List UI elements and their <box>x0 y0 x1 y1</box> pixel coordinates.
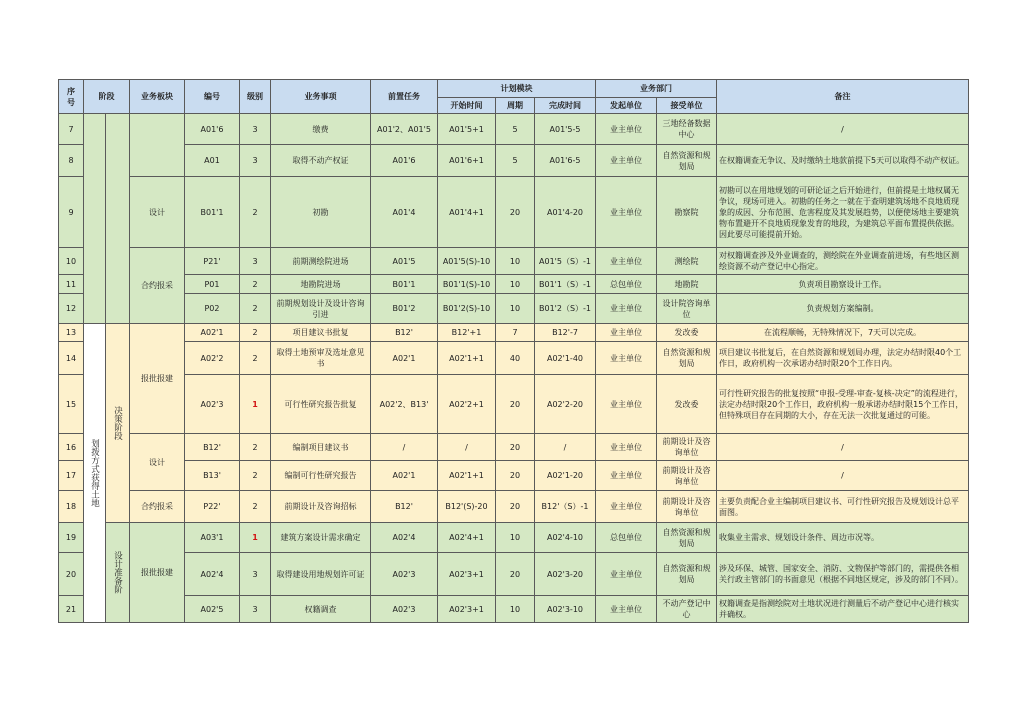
row-level: 3 <box>240 114 271 145</box>
row-note: 在权籍调查无争议、及时缴纳土地款前提下5天可以取得不动产权证。 <box>717 145 969 177</box>
table-row <box>59 294 969 324</box>
row-receive: 地勘院 <box>657 275 717 294</box>
table-row <box>59 596 969 623</box>
row-period: 10 <box>496 248 535 275</box>
row-origin: 业主单位 <box>596 434 657 461</box>
row-item: 编制可行性研究报告 <box>271 461 371 491</box>
row-start: A01'5(S)-10 <box>438 248 496 275</box>
row-receive: 发改委 <box>657 375 717 434</box>
row-period: 5 <box>496 114 535 145</box>
phase-main: 划拨方式获得土地 <box>84 324 106 623</box>
row-period: 20 <box>496 434 535 461</box>
row-seq: 9 <box>59 177 84 248</box>
row-note: 收集业主需求、规划设计条件、周边市况等。 <box>717 523 969 553</box>
header-level: 级别 <box>240 80 271 114</box>
row-period: 10 <box>496 294 535 324</box>
row-receive: 不动产登记中心 <box>657 596 717 623</box>
row-code: A02'3 <box>185 375 240 434</box>
row-end: A02'1-40 <box>535 342 596 375</box>
row-level: 3 <box>240 145 271 177</box>
sector-design: 设计 <box>130 177 185 248</box>
row-start: B01'1(S)-10 <box>438 275 496 294</box>
row-item: 前期测绘院进场 <box>271 248 371 275</box>
table-row <box>59 375 969 434</box>
row-start: A02'2+1 <box>438 375 496 434</box>
row-origin: 业主单位 <box>596 461 657 491</box>
row-origin: 业主单位 <box>596 324 657 342</box>
row-note: / <box>717 114 969 145</box>
row-note: / <box>717 434 969 461</box>
row-code: A02'1 <box>185 324 240 342</box>
row-item: 取得不动产权证 <box>271 145 371 177</box>
row-receive: 三地经备数据中心 <box>657 114 717 145</box>
row-item: 取得土地预审及选址意见书 <box>271 342 371 375</box>
phase-prep: 设计准备阶 <box>106 523 130 623</box>
header-seq: 序 号 <box>59 80 84 114</box>
row-code: A01 <box>185 145 240 177</box>
row-pre: A01'2、A01'5 <box>371 114 438 145</box>
row-pre: B01'2 <box>371 294 438 324</box>
row-period: 20 <box>496 461 535 491</box>
row-seq: 11 <box>59 275 84 294</box>
row-receive: 测绘院 <box>657 248 717 275</box>
row-code: A02'5 <box>185 596 240 623</box>
row-level: 1 <box>240 375 271 434</box>
row-level: 2 <box>240 177 271 248</box>
header-sector: 业务板块 <box>130 80 185 114</box>
header-origin: 发起单位 <box>596 98 657 114</box>
row-start: A02'3+1 <box>438 596 496 623</box>
row-receive: 设计院咨询单位 <box>657 294 717 324</box>
row-period: 20 <box>496 553 535 596</box>
row-level: 2 <box>240 461 271 491</box>
row-period: 20 <box>496 375 535 434</box>
row-code: P22' <box>185 491 240 523</box>
row-receive: 勘察院 <box>657 177 717 248</box>
row-origin: 业主单位 <box>596 596 657 623</box>
row-note: 负责项目勘察设计工作。 <box>717 275 969 294</box>
row-end: B12'-7 <box>535 324 596 342</box>
row-level: 2 <box>240 434 271 461</box>
row-level: 2 <box>240 294 271 324</box>
row-code: B13' <box>185 461 240 491</box>
row-origin: 业主单位 <box>596 491 657 523</box>
row-pre: A02'3 <box>371 596 438 623</box>
row-seq: 8 <box>59 145 84 177</box>
table-row <box>59 248 969 275</box>
row-pre: A01'5 <box>371 248 438 275</box>
row-item: 项目建议书批复 <box>271 324 371 342</box>
table-row <box>59 275 969 294</box>
row-level: 3 <box>240 596 271 623</box>
row-seq: 15 <box>59 375 84 434</box>
row-note: 负责规划方案编制。 <box>717 294 969 324</box>
row-item: 建筑方案设计需求确定 <box>271 523 371 553</box>
row-item: 权籍调查 <box>271 596 371 623</box>
row-origin: 业主单位 <box>596 145 657 177</box>
row-start: A01'4+1 <box>438 177 496 248</box>
table-row <box>59 553 969 596</box>
row-level: 2 <box>240 275 271 294</box>
row-code: B01'1 <box>185 177 240 248</box>
table-row <box>59 491 969 523</box>
header-note: 备注 <box>717 80 969 114</box>
row-note: / <box>717 461 969 491</box>
row-period: 10 <box>496 275 535 294</box>
row-pre: A01'6 <box>371 145 438 177</box>
row-receive: 前期设计及咨询单位 <box>657 434 717 461</box>
header-pre: 前置任务 <box>371 80 438 114</box>
row-code: B12' <box>185 434 240 461</box>
row-level: 3 <box>240 248 271 275</box>
row-item: 缴费 <box>271 114 371 145</box>
row-start: A01'5+1 <box>438 114 496 145</box>
header-dept: 业务部门 <box>596 80 717 98</box>
sector-report-2: 报批报建 <box>130 523 185 623</box>
row-origin: 业主单位 <box>596 342 657 375</box>
row-origin: 总包单位 <box>596 275 657 294</box>
row-pre: A01'4 <box>371 177 438 248</box>
row-level: 2 <box>240 342 271 375</box>
row-end: / <box>535 434 596 461</box>
phase-main-cell <box>84 114 106 324</box>
row-seq: 21 <box>59 596 84 623</box>
table-row <box>59 114 969 145</box>
row-seq: 13 <box>59 324 84 342</box>
row-code: P21' <box>185 248 240 275</box>
phase-sub-cell <box>106 114 130 324</box>
row-end: A01'4-20 <box>535 177 596 248</box>
row-seq: 17 <box>59 461 84 491</box>
row-item: 前期设计及咨询招标 <box>271 491 371 523</box>
table-row <box>59 145 969 177</box>
row-end: A01'5（S）-1 <box>535 248 596 275</box>
row-end: B01'1（S）-1 <box>535 275 596 294</box>
row-receive: 自然资源和规划局 <box>657 553 717 596</box>
header-end: 完成时间 <box>535 98 596 114</box>
row-seq: 12 <box>59 294 84 324</box>
row-start: / <box>438 434 496 461</box>
row-end: A02'2-20 <box>535 375 596 434</box>
row-start: A01'6+1 <box>438 145 496 177</box>
row-origin: 总包单位 <box>596 523 657 553</box>
row-period: 5 <box>496 145 535 177</box>
row-level: 2 <box>240 491 271 523</box>
row-code: A03'1 <box>185 523 240 553</box>
row-pre: A02'1 <box>371 461 438 491</box>
row-item: 可行性研究报告批复 <box>271 375 371 434</box>
row-origin: 业主单位 <box>596 294 657 324</box>
row-start: B12'(S)-20 <box>438 491 496 523</box>
row-seq: 20 <box>59 553 84 596</box>
row-note: 权籍调查是指测绘院对土地状况进行测量后不动产登记中心进行核实并确权。 <box>717 596 969 623</box>
row-pre: A02'3 <box>371 553 438 596</box>
row-pre: A02'4 <box>371 523 438 553</box>
table-row <box>59 461 969 491</box>
row-pre: B12' <box>371 324 438 342</box>
row-start: B12'+1 <box>438 324 496 342</box>
row-receive: 自然资源和规划局 <box>657 342 717 375</box>
row-pre: A02'1 <box>371 342 438 375</box>
row-seq: 16 <box>59 434 84 461</box>
row-period: 20 <box>496 177 535 248</box>
row-note: 主要负责配合业主编制项目建议书、可行性研究报告及规划设计总平面图。 <box>717 491 969 523</box>
row-seq: 10 <box>59 248 84 275</box>
row-code: A02'2 <box>185 342 240 375</box>
header-plan: 计划模块 <box>438 80 596 98</box>
row-code: A02'4 <box>185 553 240 596</box>
row-origin: 业主单位 <box>596 177 657 248</box>
row-note: 初勘可以在用地规划的可研论证之后开始进行，但前提是土地权属无争议，现场可进入。初勘的任务之一就在于查明建筑场地不良地质现象的成因、分布范围、危害程度及其发展趋势，以便使场地主要建筑物布置避开不良地质现象发育的地段，为建筑总平面布置提供依据。因此要尽可能提前开始。 <box>717 177 969 248</box>
row-start: A02'3+1 <box>438 553 496 596</box>
row-start: A02'1+1 <box>438 342 496 375</box>
row-end: B12'（S）-1 <box>535 491 596 523</box>
row-item: 编制项目建议书 <box>271 434 371 461</box>
table-row <box>59 177 969 248</box>
sector-contract: 合约报采 <box>130 248 185 324</box>
row-start: A02'1+1 <box>438 461 496 491</box>
phase-decision: 决策阶段 <box>106 324 130 523</box>
row-pre: B01'1 <box>371 275 438 294</box>
row-origin: 业主单位 <box>596 248 657 275</box>
row-period: 40 <box>496 342 535 375</box>
row-item: 地勘院进场 <box>271 275 371 294</box>
row-period: 10 <box>496 596 535 623</box>
project-schedule-table <box>58 79 969 623</box>
row-receive: 自然资源和规划局 <box>657 145 717 177</box>
row-note: 涉及环保、城管、国家安全、消防、文物保护等部门的，需提供各相关行政主管部门的书面意见（根据不同地区规定，涉及的部门不同）。 <box>717 553 969 596</box>
row-note: 项目建议书批复后，在自然资源和规划局办理，法定办结时限40个工作日，政府机构一次承诺办结时限20个工作日内。 <box>717 342 969 375</box>
row-seq: 18 <box>59 491 84 523</box>
row-item: 取得建设用地规划许可证 <box>271 553 371 596</box>
header-start: 开始时间 <box>438 98 496 114</box>
header-receive: 接受单位 <box>657 98 717 114</box>
row-note: 可行性研究报告的批复按照“申报-受理-审查-复核-决定”的流程进行，法定办结时限20个工作日，政府机构一般承诺办结时限15个工作日，但特殊项目存在同期的大小，存在无法一次批复通过的可能。 <box>717 375 969 434</box>
row-note: 对权籍调查涉及外业调查的，测绘院在外业调查前进场，有些地区测绘资源不动产登记中心指定。 <box>717 248 969 275</box>
row-pre: A02'2、B13' <box>371 375 438 434</box>
row-level: 1 <box>240 523 271 553</box>
row-receive: 发改委 <box>657 324 717 342</box>
row-code: P01 <box>185 275 240 294</box>
row-origin: 业主单位 <box>596 553 657 596</box>
row-end: A01'6-5 <box>535 145 596 177</box>
sector-contract-2: 合约报采 <box>130 491 185 523</box>
row-period: 7 <box>496 324 535 342</box>
row-level: 2 <box>240 324 271 342</box>
table-row <box>59 434 969 461</box>
row-start: A02'4+1 <box>438 523 496 553</box>
row-receive: 自然资源和规划局 <box>657 523 717 553</box>
row-end: A02'3-10 <box>535 596 596 623</box>
row-seq: 14 <box>59 342 84 375</box>
row-start: B01'2(S)-10 <box>438 294 496 324</box>
row-origin: 业主单位 <box>596 114 657 145</box>
row-seq: 19 <box>59 523 84 553</box>
row-period: 10 <box>496 523 535 553</box>
table-row <box>59 342 969 375</box>
sector-cell <box>130 114 185 177</box>
sector-report: 报批报建 <box>130 324 185 434</box>
table-row <box>59 324 969 342</box>
row-pre: / <box>371 434 438 461</box>
row-code: P02 <box>185 294 240 324</box>
row-item: 初勘 <box>271 177 371 248</box>
header-phase: 阶段 <box>84 80 130 114</box>
row-seq: 7 <box>59 114 84 145</box>
row-end: A01'5-5 <box>535 114 596 145</box>
sector-design-2: 设计 <box>130 434 185 491</box>
row-origin: 业主单位 <box>596 375 657 434</box>
row-level: 3 <box>240 553 271 596</box>
row-receive: 前期设计及咨询单位 <box>657 491 717 523</box>
row-end: A02'4-10 <box>535 523 596 553</box>
row-end: A02'1-20 <box>535 461 596 491</box>
header-period: 周期 <box>496 98 535 114</box>
row-end: B01'2（S）-1 <box>535 294 596 324</box>
table-row <box>59 523 969 553</box>
row-item: 前期规划设计及设计咨询引进 <box>271 294 371 324</box>
row-receive: 前期设计及咨询单位 <box>657 461 717 491</box>
row-note: 在流程顺畅，无特殊情况下，7天可以完成。 <box>717 324 969 342</box>
row-end: A02'3-20 <box>535 553 596 596</box>
header-code: 编号 <box>185 80 240 114</box>
row-period: 20 <box>496 491 535 523</box>
row-pre: B12' <box>371 491 438 523</box>
row-code: A01'6 <box>185 114 240 145</box>
header-item: 业务事项 <box>271 80 371 114</box>
